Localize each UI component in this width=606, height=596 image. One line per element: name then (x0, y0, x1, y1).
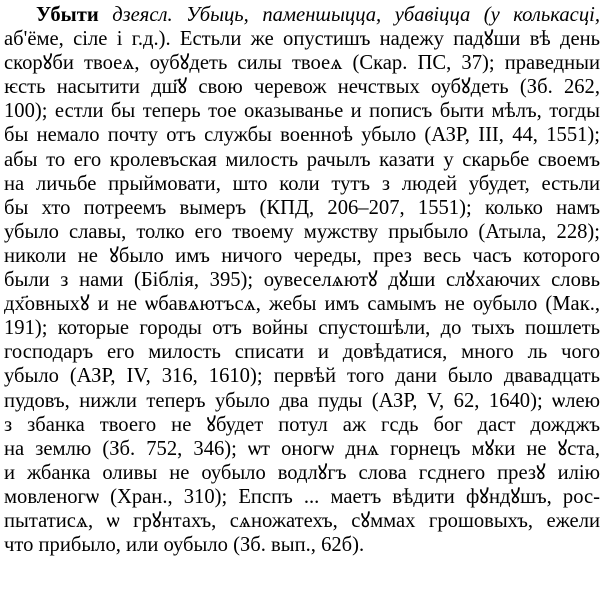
entry-line: господаръ его милость списати и довѣдатися, много ль чого (4, 341, 600, 364)
entry-line: бы немало почту отъ службы военноѣ убыло (АЗР, III, 44, 1551); (4, 124, 600, 147)
entry-line: убыло славы, толко его твоему мужству прыбыло (Атыла, 228); (4, 220, 600, 243)
entry-line: николи не ꙋбыло имъ ничого череды, през весь часъ которого (4, 244, 600, 267)
headword: Убыти (36, 4, 99, 26)
entry-line: пудовъ, нижли теперъ убыло два пуды (АЗР, V, 62, 1640); ѡлею (4, 389, 600, 412)
entry-line: 100); естли бы теперь тое оказыванье и пописъ быти мѣлъ, тогды (4, 100, 600, 123)
entry-first-line (4, 3, 600, 27)
entry-line: скорꙋби твоеѧ, оубꙋдеть силы твоеѧ (Скар. ПС, 37); праведныи (4, 52, 600, 75)
definition: Убыць, паменшыцца, убавіцца (у колькасці, (186, 4, 600, 26)
entry-line: з збанка твоего не ꙋбудет потул аж гсдь бог даст дожджъ (4, 413, 600, 436)
entry-line: мовленогѡ (Хран., 310); Епспъ ... маетъ вѣдити фꙋндꙋшъ, рос- (4, 485, 600, 508)
entry-line: бы хто потреемъ вымеръ (КПД, 206–207, 1551); колько намъ (4, 196, 600, 219)
entry-line: убыло (АЗР, IV, 316, 1610); первѣй того дани было двавадцать (4, 365, 600, 388)
entry-line: ѥсть насытити дш҃ꙋ свою черевож нечствых оубꙋдеть (Зб. 262, (4, 76, 600, 99)
entry-line: дх҃овныхꙋ и не ѡбавѧютъсѧ, жебы имъ самымъ не оубыло (Мак., (4, 293, 600, 316)
entry-line: на землю (Зб. 752, 346); ѡт оногѡ днѧ горнецъ мꙋки не ꙋста, (4, 437, 600, 460)
entry-line: 191); которые городы отъ войны спустошѣли, до тыхъ пошлеть (4, 317, 600, 340)
entry-last-line: что прибыло, или оубыло (Зб. вып., 62б). (4, 534, 365, 557)
entry-line: и жбанка оливы не оубыло водлꙋгъ слова гсднего презꙋ илію (4, 461, 600, 484)
entry-line: пытатисѧ, ѡ грꙋнтахъ, сѧножатехъ, сꙋммах грошовыхъ, ежели (4, 509, 600, 532)
entry-line: на личьбе прыймовати, што коли тутъ з людей убудет, естьли (4, 172, 600, 195)
entry-line: аб'ёме, сіле і г.д.). Естьли же опустишъ надежу падꙋши вѣ день (4, 28, 600, 51)
entry-line: абы то его кролевъская милость рачылъ казати у скарьбе своемъ (4, 148, 600, 171)
entry-line: были з нами (Біблія, 395); оувеселѧютꙋ дꙋши слꙋхаючих словь (4, 269, 600, 292)
grammar-label: дзеясл. (112, 4, 173, 26)
